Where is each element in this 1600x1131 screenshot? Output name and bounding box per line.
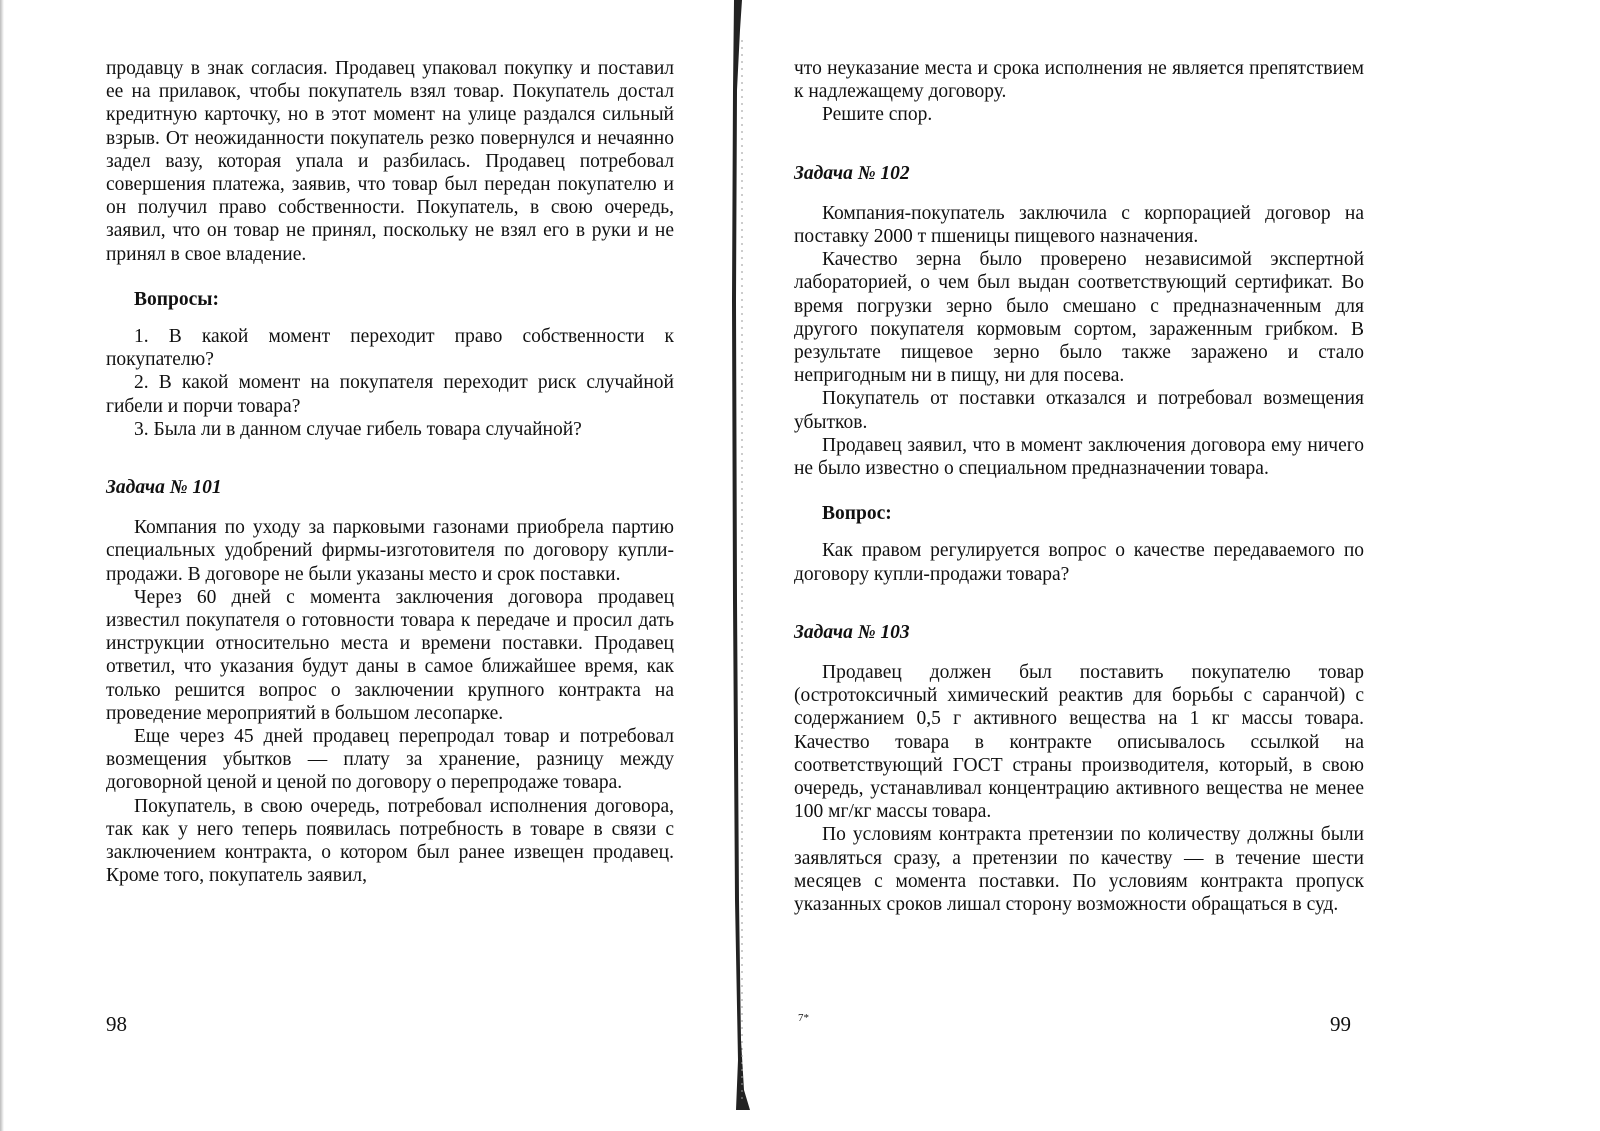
paragraph: По условиям контракта претензии по количеству должны были заявляться сразу, а претензии по качеству — в течение шести месяцев с момента поставки. По условиям контракта пропуск указанных сроков лишал сторону возможности обращаться в суд. [794, 824, 1364, 916]
question-item: 1. В какой момент переходит право собственности к покупателю? [106, 326, 674, 371]
page-number-right: 99 [1330, 1012, 1351, 1036]
paragraph: Покупатель от поставки отказался и потребовал возмещения убытков. [794, 388, 1364, 433]
task-101-title: Задача № 101 [106, 477, 222, 499]
question-item: 2. В какой момент на покупателя переходит риск случайной гибели и порчи товара? [106, 372, 674, 417]
question-heading: Вопрос: [822, 503, 892, 525]
paragraph: Продавец заявил, что в момент заключения договора ему ничего не было известно о специальном предназначении товара. [794, 434, 1364, 480]
right-page [740, 0, 1600, 1131]
paragraph: Продавец должен был поставить покупателю товар (остротоксичный химический реактив для борьбы с саранчой) с содержанием 0,5 г активного вещества на 1 кг массы товара. Качество товара в контракте описывалось ссылкой на соответствующий ГОСТ страны производителя, который, в свою очередь, устанавливал концентрацию активного вещества не менее 100 мг/кг массы товара. [794, 662, 1364, 823]
left-page [0, 0, 740, 1131]
paragraph: Как правом регулируется вопрос о качестве передаваемого по договору купли-продажи товара? [794, 540, 1364, 585]
paragraph: Компания по уходу за парковыми газонами приобрела партию специальных удобрений фирмы-изготовителя по договору купли-продажи. В договоре не были указаны место и срок поставки. [106, 517, 674, 585]
paragraph: Качество зерна было проверено независимой экспертной лабораторией, о чем был выдан соответствующий сертификат. Во время погрузки зерно было смешано с предназначенным для другого покупателя кормовым сортом, зараженным грибком. В результате пищевое зерно было также заражено и стало непригодным ни в пищу, ни для посева. [794, 249, 1364, 387]
question-item: 3. Была ли в данном случае гибель товара случайной? [134, 418, 582, 440]
paragraph: Решите спор. [822, 104, 933, 126]
questions-heading: Вопросы: [134, 288, 219, 310]
paragraph: что неуказание места и срока исполнения не является препятствием к надлежащему договору. [794, 58, 1364, 103]
paragraph: Покупатель, в свою очередь, потребовал исполнения договора, так как у него теперь появилась потребность в товаре в связи с заключением контракта, о котором был ранее извещен продавец. Кроме того, покупатель заявил, [106, 795, 674, 887]
paragraph: Еще через 45 дней продавец перепродал товар и потребовал возмещения убытков — плату за хранение, разницу между договорной ценой и ценой по договору о перепродаже товара. [106, 726, 674, 794]
signature-mark: 7* [798, 1012, 809, 1024]
paragraph: Через 60 дней с момента заключения договора продавец известил покупателя о готовности товара к передаче и просил дать инструкции относительно места и времени поставки. Продавец ответил, что указания будут даны в самое ближайшее время, как только решится вопрос о заключении крупного контракта на проведение мероприятий в большом лесопарке. [106, 586, 674, 724]
task-103-title: Задача № 103 [794, 621, 910, 643]
paragraph: продавцу в знак согласия. Продавец упаковал покупку и поставил ее на прилавок, чтобы покупатель взял товар. Покупатель достал кредитную карточку, но в этот момент на улице раздался сильный взрыв. От неожиданности покупатель резко повернулся и нечаянно задел вазу, которая упала и разбилась. Продавец потребовал совершения платежа, заявив, что товар был передан покупателю и он получил право собственности. Покупатель, в свою очередь, заявил, что он товар не принял, поскольку не взял его в руки и не принял в свое владение. [106, 58, 674, 265]
page-number-left: 98 [106, 1012, 127, 1036]
task-102-title: Задача № 102 [794, 162, 910, 184]
left-text-column [106, 57, 674, 888]
paragraph: Компания-покупатель заключила с корпорацией договор на поставку 2000 т пшеницы пищевого назначения. [794, 202, 1364, 248]
right-text-column [794, 57, 1364, 916]
